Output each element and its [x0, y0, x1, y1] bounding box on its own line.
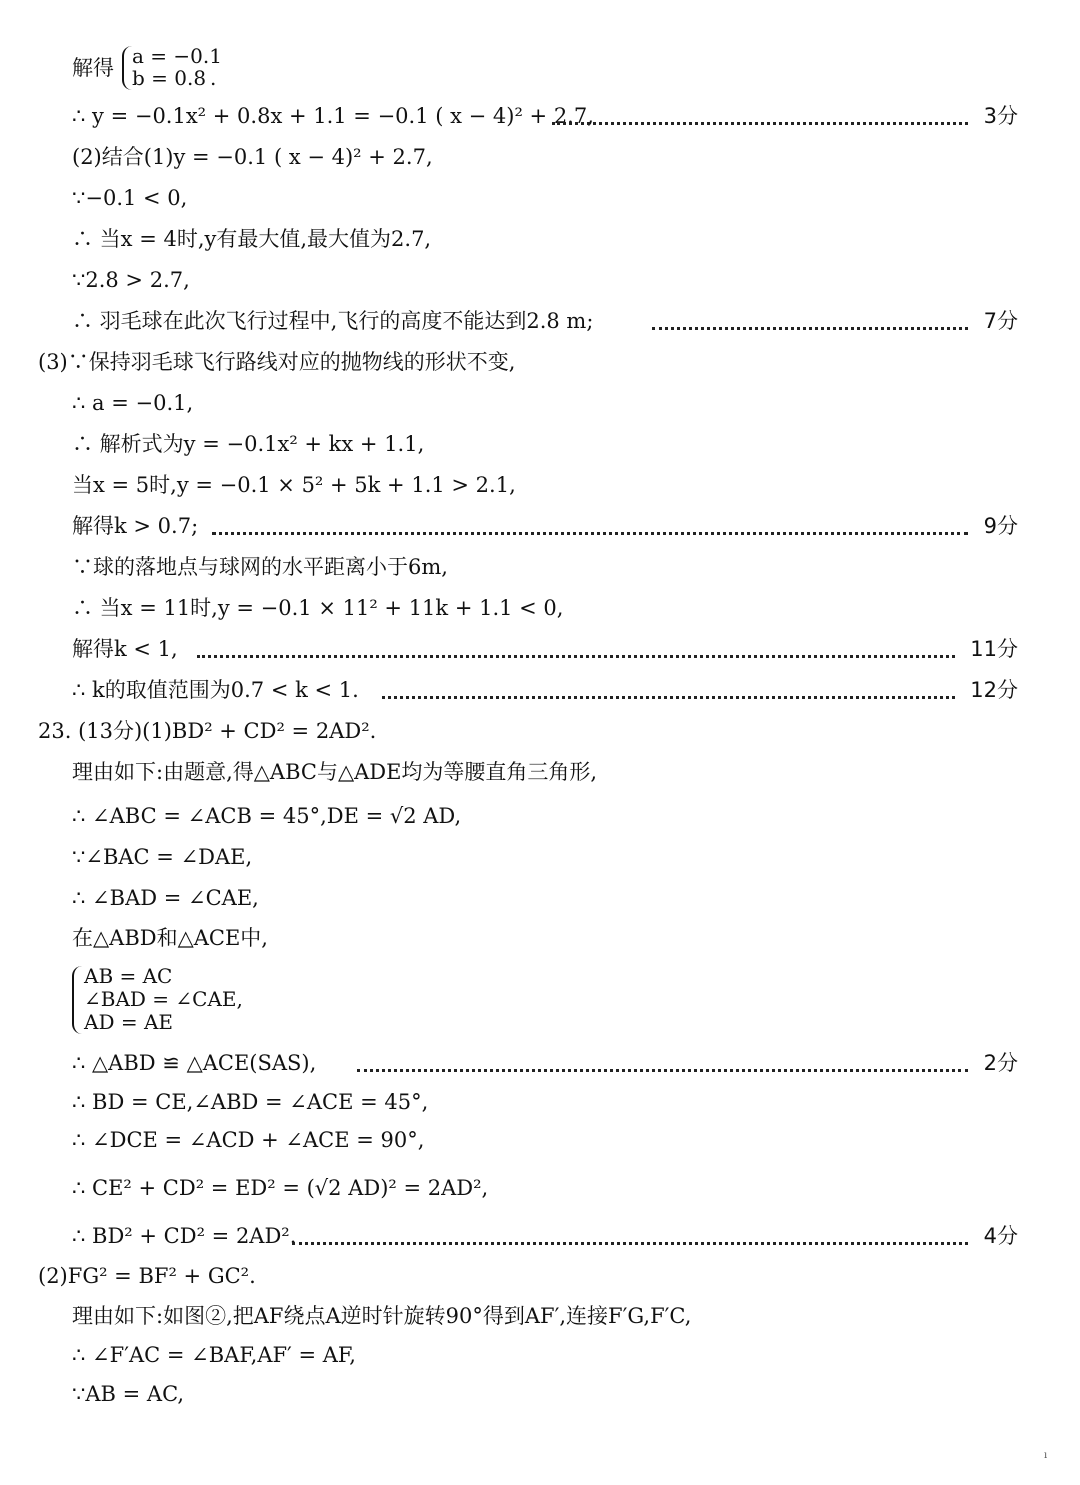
line-4-text: ∴ 当x = 4时,y有最大值,最大值为2.7,: [72, 227, 432, 251]
line-25-text: ∴ CE² + CD² = ED² = (√2 AD)² = 2AD²,: [72, 1176, 489, 1200]
line-23-text: ∴ BD = CE,∠ABD = ∠ACE = 45°,: [72, 1090, 429, 1114]
line-22: [0, 1043, 1080, 1083]
line-14-score: 11分: [970, 637, 1018, 661]
line-19-text: ∵∠BAC = ∠DAE,: [72, 845, 253, 869]
line-14-text: 解得k < 1,: [72, 637, 178, 661]
line-17: [0, 752, 1080, 792]
line-16-text: 23. (13分)(1)BD² + CD² = 2AD².: [38, 719, 377, 743]
corner-mark: ı: [1044, 1450, 1048, 1461]
line-2-text: (2)结合(1)y = −0.1 ( x − 4)² + 2.7,: [72, 145, 433, 169]
line-29: [0, 1335, 1080, 1375]
line-2: [0, 137, 1080, 177]
line-5-text: ∵2.8 > 2.7,: [72, 268, 190, 292]
line-24: [0, 1120, 1080, 1160]
line-7-text: (3)∵保持羽毛球飞行路线对应的抛物线的形状不变,: [38, 350, 516, 374]
line-14-leader: [197, 655, 955, 658]
line-5: [0, 260, 1080, 300]
line-11-text: 解得k > 0.7;: [72, 514, 199, 538]
line-3: [0, 178, 1080, 218]
line-16: [0, 711, 1080, 751]
line-6-score: 7分: [983, 309, 1018, 333]
line-1-leader: [552, 122, 968, 125]
line-15-leader: [382, 696, 955, 699]
line-7: [0, 342, 1080, 382]
system-1-row-2: b = 0.8: [132, 66, 207, 90]
line-29-text: ∴ ∠F′AC = ∠BAF,AF′ = AF,: [72, 1343, 356, 1367]
system-1-row-1: a = −0.1: [132, 44, 222, 68]
line-11-leader: [212, 532, 968, 535]
line-1-text: ∴ y = −0.1x² + 0.8x + 1.1 = −0.1 ( x − 4)² + 2.7,: [72, 104, 594, 128]
line-6-text: ∴ 羽毛球在此次飞行过程中,飞行的高度不能达到2.8 m;: [72, 309, 594, 333]
line-27: [0, 1256, 1080, 1296]
line-4: [0, 219, 1080, 259]
line-3-text: ∵−0.1 < 0,: [72, 186, 188, 210]
line-26-text: ∴ BD² + CD² = 2AD².: [72, 1224, 297, 1248]
line-1-score: 3分: [983, 104, 1018, 128]
line-18-text: ∴ ∠ABC = ∠ACB = 45°,DE = √2 AD,: [72, 804, 462, 828]
line-11-score: 9分: [983, 514, 1018, 538]
line-24-text: ∴ ∠DCE = ∠ACD + ∠ACE = 90°,: [72, 1128, 425, 1152]
line-13: [0, 588, 1080, 628]
line-11: [0, 506, 1080, 546]
line-28-text: 理由如下:如图②,把AF绕点A逆时针旋转90°得到AF′,连接F′G,F′C,: [72, 1304, 692, 1328]
line-23: [0, 1082, 1080, 1122]
line-13-text: ∴ 当x = 11时,y = −0.1 × 11² + 11k + 1.1 < 0,: [72, 596, 564, 620]
line-30: [0, 1374, 1080, 1414]
line-22-text: ∴ △ABD ≌ △ACE(SAS),: [72, 1051, 317, 1075]
line-25: [0, 1168, 1080, 1208]
line-9: [0, 424, 1080, 464]
line-14: [0, 629, 1080, 669]
line-12: [0, 547, 1080, 587]
line-8: [0, 383, 1080, 423]
line-21: [0, 918, 1080, 958]
system-2-row-1: AB = AC: [84, 964, 173, 988]
line-26: [0, 1216, 1080, 1256]
system-1-brace: [122, 46, 132, 90]
line-27-text: (2)FG² = BF² + GC².: [38, 1264, 256, 1288]
line-1: [0, 96, 1080, 136]
line-6-leader: [652, 327, 968, 330]
line-30-text: ∵AB = AC,: [72, 1382, 185, 1406]
line-20-text: ∴ ∠BAD = ∠CAE,: [72, 886, 259, 910]
line-22-score: 2分: [983, 1051, 1018, 1075]
line-12-text: ∵球的落地点与球网的水平距离小于6m,: [72, 555, 448, 579]
system-2-brace: [72, 966, 82, 1034]
line-8-text: ∴ a = −0.1,: [72, 391, 194, 415]
system-1-prefix: 解得: [72, 56, 114, 80]
line-22-leader: [357, 1069, 968, 1072]
line-19: [0, 837, 1080, 877]
system-2-row-2: ∠BAD = ∠CAE,: [84, 987, 243, 1011]
line-18: [0, 796, 1080, 836]
line-6: [0, 301, 1080, 341]
line-26-score: 4分: [983, 1224, 1018, 1248]
line-17-text: 理由如下:由题意,得△ABC与△ADE均为等腰直角三角形,: [72, 760, 598, 784]
line-10-text: 当x = 5时,y = −0.1 × 5² + 5k + 1.1 > 2.1,: [72, 473, 516, 497]
line-15-text: ∴ k的取值范围为0.7 < k < 1.: [72, 678, 359, 702]
line-10: [0, 465, 1080, 505]
line-9-text: ∴ 解析式为y = −0.1x² + kx + 1.1,: [72, 432, 425, 456]
line-26-leader: [292, 1242, 968, 1245]
system-2-row-3: AD = AE: [84, 1010, 173, 1034]
system-1-suffix: .: [210, 66, 217, 90]
line-15: [0, 670, 1080, 710]
line-28: [0, 1296, 1080, 1336]
line-20: [0, 878, 1080, 918]
line-15-score: 12分: [970, 678, 1018, 702]
line-21-text: 在△ABD和△ACE中,: [72, 926, 268, 950]
